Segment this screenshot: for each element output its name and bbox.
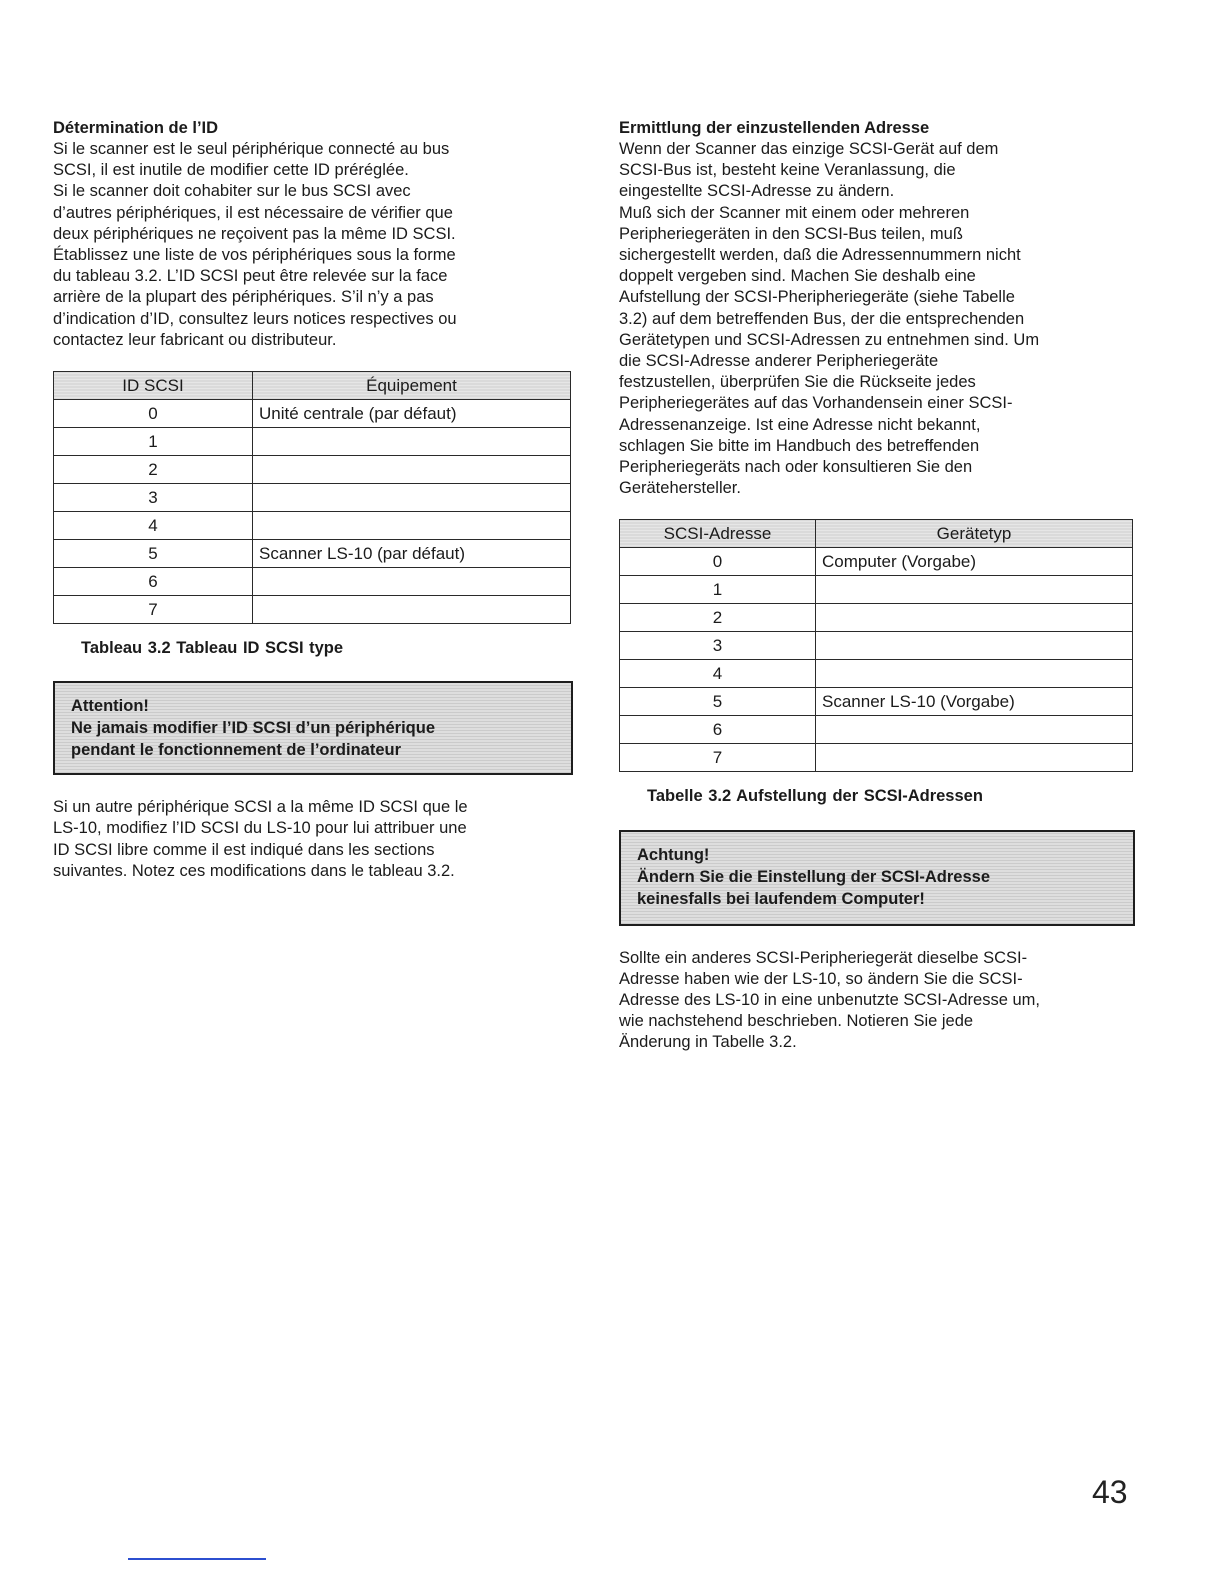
intro-paragraph: Wenn der Scanner das einzige SCSI-Gerät auf dem SCSI-Bus ist, besteht keine Veranlassung, die eingestellte SCSI-Adresse zu ändern. Muß sich der Scanner mit einem oder mehreren Peripheriegeräten in den SCSI-Bus teilen, muß sichergestellt werden, daß die Adressennummern nicht doppelt vergeben sind. Machen Sie deshalb eine Aufstellung der SCSI-Pheripheriegeräte (siehe Tabelle 3.2) auf dem betreffenden Bus, der die entsprechenden Gerätetypen und SCSI-Adressen zu entnehmen sind. Um die SCSI-Adresse anderer Peripheriegeräte festzustellen, überprüfen Sie die Rückseite jedes Peripheriegerätes auf das Vorhandensein einer SCSI- Adressenanzeige. Ist eine Adresse nicht bekannt, schlagen Sie bitte im Handbuch des betreffenden Peripheriegeräts nach oder konsultieren Sie den Gerätehersteller. — [619, 140, 1040, 498]
device-cell: Unité centrale (par défaut) — [253, 400, 571, 428]
id-cell: 6 — [620, 716, 816, 744]
table-row — [54, 512, 571, 540]
table-row — [620, 548, 1133, 576]
warning-box — [619, 830, 1135, 926]
device-cell — [816, 716, 1133, 744]
scsi-id-table — [53, 371, 571, 624]
device-cell: Scanner LS-10 (Vorgabe) — [816, 688, 1133, 716]
table-caption: Tableau 3.2 Tableau ID SCSI type — [81, 639, 344, 658]
table-header-row — [620, 520, 1133, 548]
column-header-device-type: Gerätetyp — [816, 520, 1133, 548]
device-cell — [253, 456, 571, 484]
warning-title: Attention! — [71, 697, 149, 716]
footer-rule — [128, 1558, 266, 1560]
table-row — [620, 688, 1133, 716]
section-heading: Ermittlung der einzustellenden Adresse — [619, 119, 930, 137]
id-cell: 5 — [54, 540, 253, 568]
id-cell: 4 — [54, 512, 253, 540]
device-cell — [816, 604, 1133, 632]
scsi-address-table — [619, 519, 1133, 772]
closing-paragraph: Sollte ein anderes SCSI-Peripheriegerät dieselbe SCSI- Adresse haben wie der LS-10, so ändern Sie die SCSI- Adresse des LS-10 in eine unbenutzte SCSI-Adresse um, wie nachstehend beschrieben. Notieren Sie jede Änderung in Tabelle 3.2. — [619, 948, 1040, 1052]
id-cell: 5 — [620, 688, 816, 716]
device-cell — [816, 632, 1133, 660]
table-row — [620, 632, 1133, 660]
section-heading: Détermination de l’ID — [53, 119, 219, 137]
id-cell: 3 — [54, 484, 253, 512]
id-cell: 6 — [54, 568, 253, 596]
table-row — [54, 484, 571, 512]
warning-text: Ändern Sie die Einstellung der SCSI-Adresse keinesfalls bei laufendem Computer! — [637, 867, 991, 908]
id-cell: 3 — [620, 632, 816, 660]
device-cell — [253, 568, 571, 596]
table-row — [54, 568, 571, 596]
page-number: 43 — [1092, 1474, 1128, 1510]
table-row — [620, 660, 1133, 688]
table-caption: Tabelle 3.2 Aufstellung der SCSI-Adressen — [647, 787, 983, 806]
closing-paragraph: Si un autre périphérique SCSI a la même ID SCSI que le LS-10, modifiez l’ID SCSI du LS-10 pour lui attribuer une ID SCSI libre comme il est indiqué dans les sections suivantes. Notez ces modifications dans le tableau 3.2. — [53, 798, 468, 880]
id-cell: 0 — [54, 400, 253, 428]
device-cell — [253, 428, 571, 456]
device-cell — [816, 744, 1133, 772]
id-cell: 2 — [54, 456, 253, 484]
id-cell: 1 — [620, 576, 816, 604]
german-column — [619, 118, 1133, 1054]
warning-title: Achtung! — [637, 845, 710, 864]
table-row — [620, 604, 1133, 632]
id-cell: 1 — [54, 428, 253, 456]
id-cell: 7 — [54, 596, 253, 624]
table-row — [620, 576, 1133, 604]
table-row — [54, 428, 571, 456]
column-header-id: ID SCSI — [54, 372, 253, 400]
device-cell — [253, 596, 571, 624]
table-header-row — [54, 372, 571, 400]
warning-box — [53, 681, 573, 775]
table-row — [54, 456, 571, 484]
column-header-device: Équipement — [253, 372, 571, 400]
id-cell: 2 — [620, 604, 816, 632]
table-row — [54, 540, 571, 568]
id-cell: 7 — [620, 744, 816, 772]
id-cell: 0 — [620, 548, 816, 576]
table-row — [620, 716, 1133, 744]
table-row — [620, 744, 1133, 772]
table-row — [54, 596, 571, 624]
column-header-address: SCSI-Adresse — [620, 520, 816, 548]
device-cell: Computer (Vorgabe) — [816, 548, 1133, 576]
device-cell — [816, 660, 1133, 688]
device-cell: Scanner LS-10 (par défaut) — [253, 540, 571, 568]
device-cell — [253, 484, 571, 512]
warning-text: Ne jamais modifier l’ID SCSI d’un périphérique pendant le fonctionnement de l’ordinateur — [71, 719, 435, 760]
device-cell — [253, 512, 571, 540]
id-cell: 4 — [620, 660, 816, 688]
french-column — [53, 118, 573, 882]
intro-paragraph: Si le scanner est le seul périphérique connecté au bus SCSI, il est inutile de modifier cette ID préréglée. Si le scanner doit cohabiter sur le bus SCSI avec d’autres périphériques, il est nécessaire de vérifier que deux périphériques ne reçoivent pas la même ID SCSI. Établissez une liste de vos périphériques sous la forme du tableau 3.2. L’ID SCSI peut être relevée sur la face arrière de la plupart des périphériques. S’il n’y a pas d’indication d’ID, consultez leurs notices respectives ou contactez leur fabricant ou distributeur. — [53, 140, 457, 349]
table-row — [54, 400, 571, 428]
device-cell — [816, 576, 1133, 604]
